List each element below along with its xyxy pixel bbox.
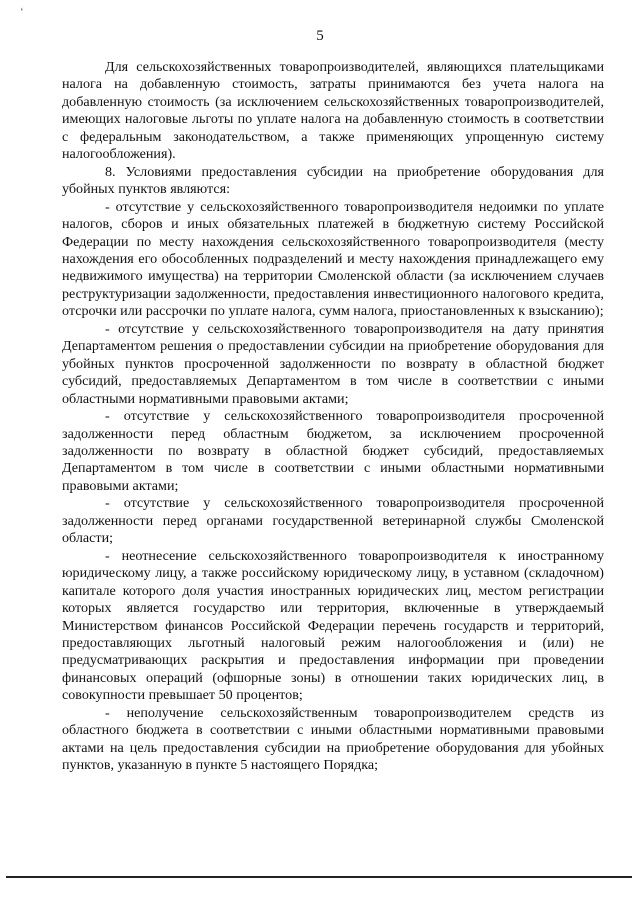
condition-no-vet-service-debt: - отсутствие у сельскохозяйственного товаропроизводителя просроченной задолженности перед органами государственной ветеринарной службы Смоленской области; — [62, 495, 604, 547]
paragraph-vat-note: Для сельскохозяйственных товаропроизводителей, являющихся плательщиками налога на добавленную стоимость, затраты принимаются без учета налога на добавленную стоимость (за исключением сельскохозяйственных товаропроизводителей, имеющих налоговые льготы по уплате налога на добавленную стоимость в соответствии с федеральным законодательством, а также применяющих упрощенную систему налогообложения). — [62, 59, 604, 163]
corner-mark: ʻ — [20, 6, 24, 18]
bottom-divider — [6, 876, 632, 878]
condition-no-tax-arrears: - отсутствие у сельскохозяйственного товаропроизводителя недоимки по уплате налогов, сборов и иных обязательных платежей в бюджетную систему Российской Федерации по месту нахождения сельскохозяйственного товаропроизводителя (месту нахождения его обособленных подразделений и месту нахождения принадлежащего ему недвижимого имущества) на территории Смоленской области (за исключением случаев реструктуризации задолженности, предоставления инвестиционного налогового кредита, отсрочки или рассрочки по уплате налога, сумм налога, приостановленных к взысканию); — [62, 198, 604, 320]
paragraph-conditions-intro: 8. Условиями предоставления субсидии на приобретение оборудования для убойных пунктов являются: — [62, 163, 604, 198]
condition-no-other-funding: - неполучение сельскохозяйственным товаропроизводителем средств из областного бюджета в соответствии с иными областными нормативными правовыми актами на цель предоставления субсидии на приобретение оборудования для убойных пунктов, указанную в пункте 5 настоящего Порядка; — [62, 704, 604, 774]
page-number: 5 — [316, 28, 324, 44]
condition-not-foreign-entity: - неотнесение сельскохозяйственного товаропроизводителя к иностранному юридическому лицу, а также российскому юридическому лицу, в уставном (складочном) капитале которого доля участия иностранных юридических лиц, местом регистрации которых является государство или территория, включенные в утверждаемый Министерством финансов Российской Федерации перечень государств и территорий, предоставляющих льготный налоговый режим налогообложения и (или) не предусматривающих раскрытия и предоставления информации при проведении финансовых операций (офшорные зоны) в отношении таких юридических лиц, в совокупности превышает 50 процентов; — [62, 547, 604, 704]
condition-no-budget-debt: - отсутствие у сельскохозяйственного товаропроизводителя просроченной задолженности перед областным бюджетом, за исключением просроченной задолженности по возврату в областной бюджет субсидий, предоставляемых Департаментом в том числе в соответствии с иными областными нормативными правовыми актами; — [62, 408, 604, 494]
document-body — [62, 59, 604, 775]
condition-no-subsidy-debt: - отсутствие у сельскохозяйственного товаропроизводителя на дату принятия Департаментом решения о предоставлении субсидии на приобретение оборудования для убойных пунктов просроченной задолженности по возврату в областной бюджет субсидий, предоставляемых Департаментом в том числе в соответствии с иными областными нормативными правовыми актами; — [62, 320, 604, 407]
